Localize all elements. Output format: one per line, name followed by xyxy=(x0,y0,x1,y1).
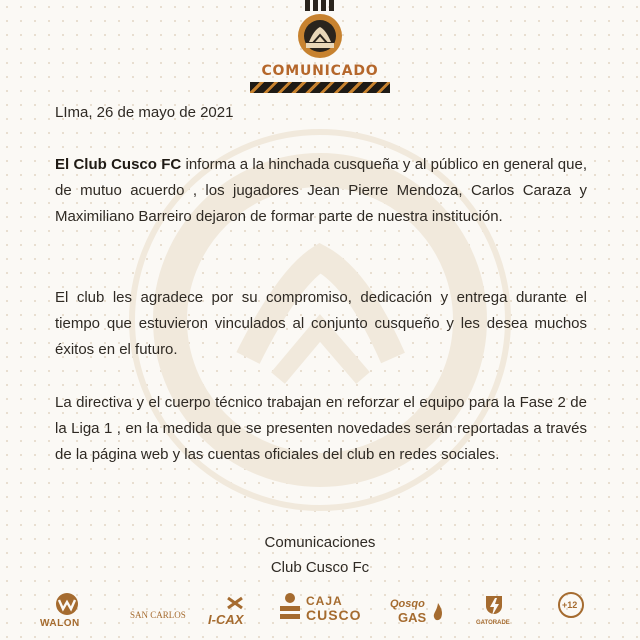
flame-icon xyxy=(432,602,444,622)
signature-club: Club Cusco Fc xyxy=(270,559,370,576)
paragraph-2: El club les agradece por su compromiso, dedicación y entrega durante el tiempo que estuvieron vinculados al conjunto cusqueño y les desea muchos éxitos en el futuro. xyxy=(55,289,587,358)
icax-logo-icon xyxy=(226,596,244,610)
sponsor-qosqo-gas: Qosqo GAS xyxy=(388,588,448,634)
page-title: COMUNICADO xyxy=(261,63,379,79)
hazard-stripe xyxy=(250,82,390,93)
sponsor-caja-cusco: CAJA CUSCO xyxy=(278,588,368,634)
sponsor-gatorade: GATORADE xyxy=(472,588,522,634)
signature-department: Comunicaciones xyxy=(264,534,376,551)
paragraph-1 xyxy=(55,152,587,230)
header xyxy=(0,0,640,100)
club-name: El Club Cusco FC xyxy=(55,156,182,173)
sponsor-bar xyxy=(40,588,600,634)
sponsor-san-carlos: SAN CARLOS xyxy=(130,610,186,620)
paragraph-3: La directiva y el cuerpo técnico trabajan en reforzar el equipo para la Fase 2 de la Liga 1 , en la medida que se presenten novedades serán reportadas a través de la página web y las cuentas oficiales del club en redes sociales. xyxy=(55,394,587,463)
sponsor-walon: WALON xyxy=(40,588,100,634)
paragraph-1-text: informa a la hinchada cusqueña y al público en general que, de mutuo acuerdo , los jugadores Jean Pierre Mendoza, Carlos Caraza y Maximiliano Barreiro dejaron de formar parte de nuestra institución. xyxy=(55,156,587,225)
walon-logo-icon xyxy=(52,592,82,616)
gatorade-bolt-icon xyxy=(482,594,506,620)
sponsor-medical: +12 xyxy=(552,588,592,634)
club-crest-logo xyxy=(297,13,343,59)
date-line: LIma, 26 de mayo de 2021 xyxy=(55,104,234,121)
top-bars-decoration xyxy=(305,0,335,11)
signature xyxy=(0,530,640,580)
sponsor-icax: I-CAX xyxy=(208,588,264,634)
caja-cusco-logo-icon xyxy=(278,592,302,622)
